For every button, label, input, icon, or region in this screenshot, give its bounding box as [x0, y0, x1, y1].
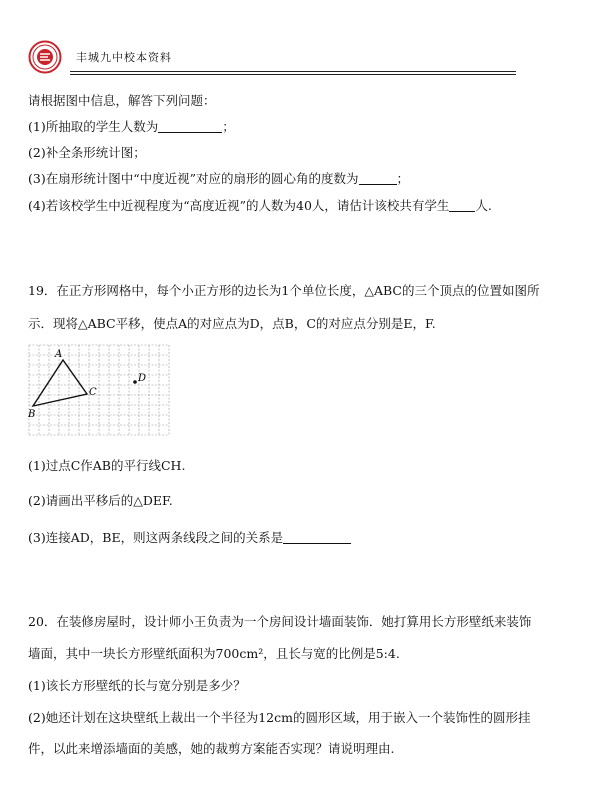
q20-part2-line2: 件，以此来增添墙面的美感，她的裁剪方案能否实现？请说明理由.: [28, 741, 395, 756]
q20-part2-line1: (2)她还计划在这块壁纸上裁出一个半径为12cm的圆形区域，用于嵌入一个装饰性的圆形挂: [28, 710, 531, 725]
label-d: D: [138, 373, 147, 384]
header-rule: [70, 71, 516, 72]
q18-part2: (2)补全条形统计图；: [28, 145, 146, 160]
q18-part3-end: ；: [396, 171, 410, 186]
header-rule-double: [70, 74, 516, 75]
header-title: 丰城九中校本资料: [76, 51, 172, 64]
q18-part1-end: ；: [222, 119, 235, 134]
label-c: C: [89, 387, 97, 398]
q18-part4-end: 人.: [475, 198, 492, 213]
q18-part1: [28, 119, 235, 135]
q20-part1: (1)该长方形壁纸的长与宽分别是多少？: [28, 678, 246, 693]
school-seal-icon: [28, 40, 62, 74]
label-a: A: [55, 349, 63, 360]
q20-stem-line2: 墙面，其中一块长方形壁纸面积为700cm²，且长与宽的比例是5:4.: [28, 646, 400, 661]
point-d: [133, 380, 137, 384]
q18-part1-text: (1)所抽取的学生人数为: [28, 119, 159, 134]
answer-blank[interactable]: [158, 120, 222, 133]
page-header: [28, 40, 518, 80]
answer-blank[interactable]: [449, 199, 475, 212]
q18-intro: 请根据图中信息，解答下列问题：: [28, 93, 216, 108]
answer-blank[interactable]: [359, 172, 397, 185]
q19-stem-line1: 19．在正方形网格中，每个小正方形的边长为1个单位长度，△ABC的三个顶点的位置如图所: [28, 283, 540, 298]
q19-part1: (1)过点C作AB的平行线CH.: [28, 458, 186, 473]
q19-part3-text: (3)连接AD，BE，则这两条线段之间的关系是: [28, 530, 284, 545]
q19-stem-line2: 示．现将△ABC平移，使点A的对应点为D，点B，C的对应点分别是E，F.: [28, 316, 436, 331]
q18-part3-text: (3)在扇形统计图中“中度近视”对应的扇形的圆心角的度数为: [28, 171, 359, 186]
answer-blank[interactable]: [283, 531, 351, 544]
q18-part4: [28, 198, 492, 214]
q19-part3: [28, 530, 351, 546]
label-b: B: [28, 409, 36, 420]
grid-figure: [28, 343, 170, 441]
q18-part4-text: (4)若该校学生中近视程度为“高度近视”的人数为40人，请估计该校共有学生: [28, 198, 450, 213]
q20-stem-line1: 20．在装修房屋时，设计师小王负责为一个房间设计墙面装饰．她打算用长方形壁纸来装饰: [28, 614, 532, 629]
q19-part2: (2)请画出平移后的△DEF.: [28, 493, 173, 508]
q18-part3: [28, 171, 409, 187]
